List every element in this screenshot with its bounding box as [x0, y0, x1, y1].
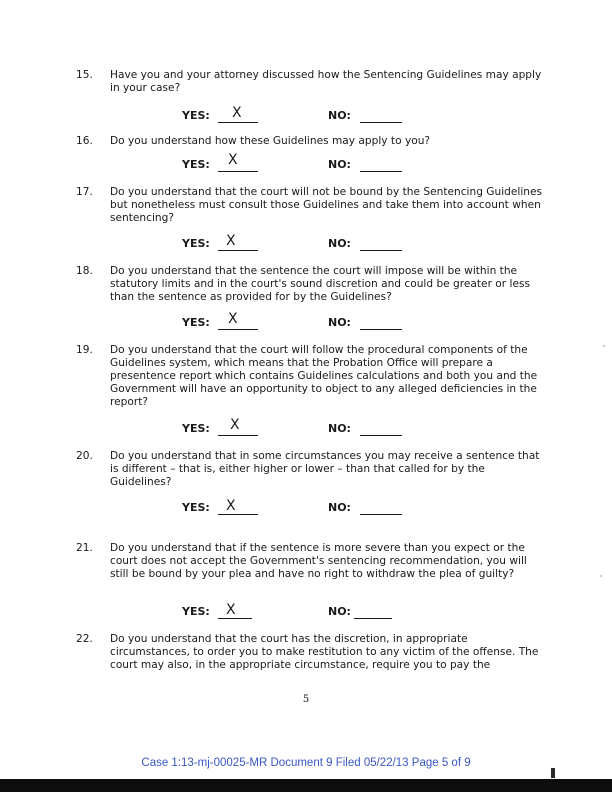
no-answer-line[interactable] — [360, 329, 402, 330]
no-label: NO: — [328, 501, 351, 514]
answer-row-18 — [182, 313, 412, 333]
yes-check-mark: X — [228, 152, 238, 168]
yes-check-mark: X — [226, 602, 236, 618]
question-text: Do you understand that in some circumstances you may receive a sentence that is different – that is, either higher or lower – than that called for by the Guidelines? — [110, 450, 540, 489]
question-number: 15. — [76, 69, 93, 81]
yes-label: YES: — [182, 237, 210, 250]
question-text: Do you understand that the court has the discretion, in appropriate circumstances, to order you to make restitution to any victim of the offense. The court may also, in the appropriate circumstance, require you to pay the — [110, 633, 539, 672]
yes-answer-line[interactable] — [218, 514, 258, 515]
yes-label: YES: — [182, 109, 210, 122]
no-answer-line[interactable] — [360, 250, 402, 251]
question-number: 19. — [76, 344, 93, 356]
no-answer-line[interactable] — [354, 618, 392, 619]
answer-row-21 — [182, 602, 412, 622]
no-answer-line[interactable] — [360, 171, 402, 172]
no-label: NO: — [328, 109, 351, 122]
question-text: Do you understand that the court will follow the procedural components of the Guidelines system, which means that the Probation Office will prepare a presentence report which contains Guidelines calculations and both you and the Government will have an opportunity to object to any alleged deficiencies in the report? — [110, 344, 538, 409]
no-label: NO: — [328, 316, 351, 329]
question-number: 17. — [76, 186, 93, 198]
no-label: NO: — [328, 422, 351, 435]
case-footer: Case 1:13-mj-00025-MR Document 9 Filed 05/22/13 Page 5 of 9 — [141, 757, 471, 769]
yes-check-mark: X — [230, 417, 240, 433]
scan-bottom-bar — [0, 779, 612, 792]
yes-answer-line[interactable] — [218, 435, 258, 436]
question-number: 16. — [76, 135, 93, 147]
page-number: 5 — [302, 694, 310, 705]
no-label: NO: — [328, 237, 351, 250]
no-answer-line[interactable] — [360, 435, 402, 436]
question-text: Do you understand that the court will not be bound by the Sentencing Guidelines but nonetheless must consult those Guidelines and take them into account when sentencing? — [110, 186, 543, 225]
yes-label: YES: — [182, 605, 210, 618]
yes-check-mark: X — [226, 498, 236, 514]
question-text: Have you and your attorney discussed how the Sentencing Guidelines may apply in your case? — [110, 69, 542, 95]
yes-check-mark: X — [232, 105, 242, 121]
yes-label: YES: — [182, 158, 210, 171]
yes-answer-line[interactable] — [218, 329, 258, 330]
no-answer-line[interactable] — [360, 514, 402, 515]
question-number: 22. — [76, 633, 93, 645]
yes-label: YES: — [182, 316, 210, 329]
answer-row-17 — [182, 234, 412, 254]
yes-answer-line[interactable] — [218, 171, 258, 172]
yes-check-mark: X — [228, 311, 238, 327]
question-number: 18. — [76, 265, 93, 277]
no-label: NO: — [328, 158, 351, 171]
no-answer-line[interactable] — [360, 122, 402, 123]
answer-row-16 — [182, 152, 412, 175]
question-text: Do you understand that if the sentence is more severe than you expect or the court does not accept the Government's sentencing recommendation, you will still be bound by your plea and have no right to withdraw the plea of guilty? — [110, 542, 527, 581]
question-text: Do you understand how these Guidelines may apply to you? — [110, 135, 431, 147]
answer-row-20 — [182, 498, 412, 518]
question-text: Do you understand that the sentence the court will impose will be within the statutory limits and in the court's sound discretion and could be greater or less than the sentence as provided for by the Guidelines? — [110, 265, 531, 304]
scan-speck — [600, 575, 602, 577]
question-number: 21. — [76, 542, 93, 554]
answer-row-15 — [182, 106, 412, 126]
scan-corner-mark — [551, 768, 555, 778]
yes-label: YES: — [182, 501, 210, 514]
yes-label: YES: — [182, 422, 210, 435]
question-number: 20. — [76, 450, 93, 462]
scan-speck — [603, 345, 605, 347]
yes-check-mark: X — [226, 233, 236, 249]
no-label: NO: — [328, 605, 351, 618]
yes-answer-line[interactable] — [218, 250, 258, 251]
answer-row-19 — [182, 419, 412, 439]
